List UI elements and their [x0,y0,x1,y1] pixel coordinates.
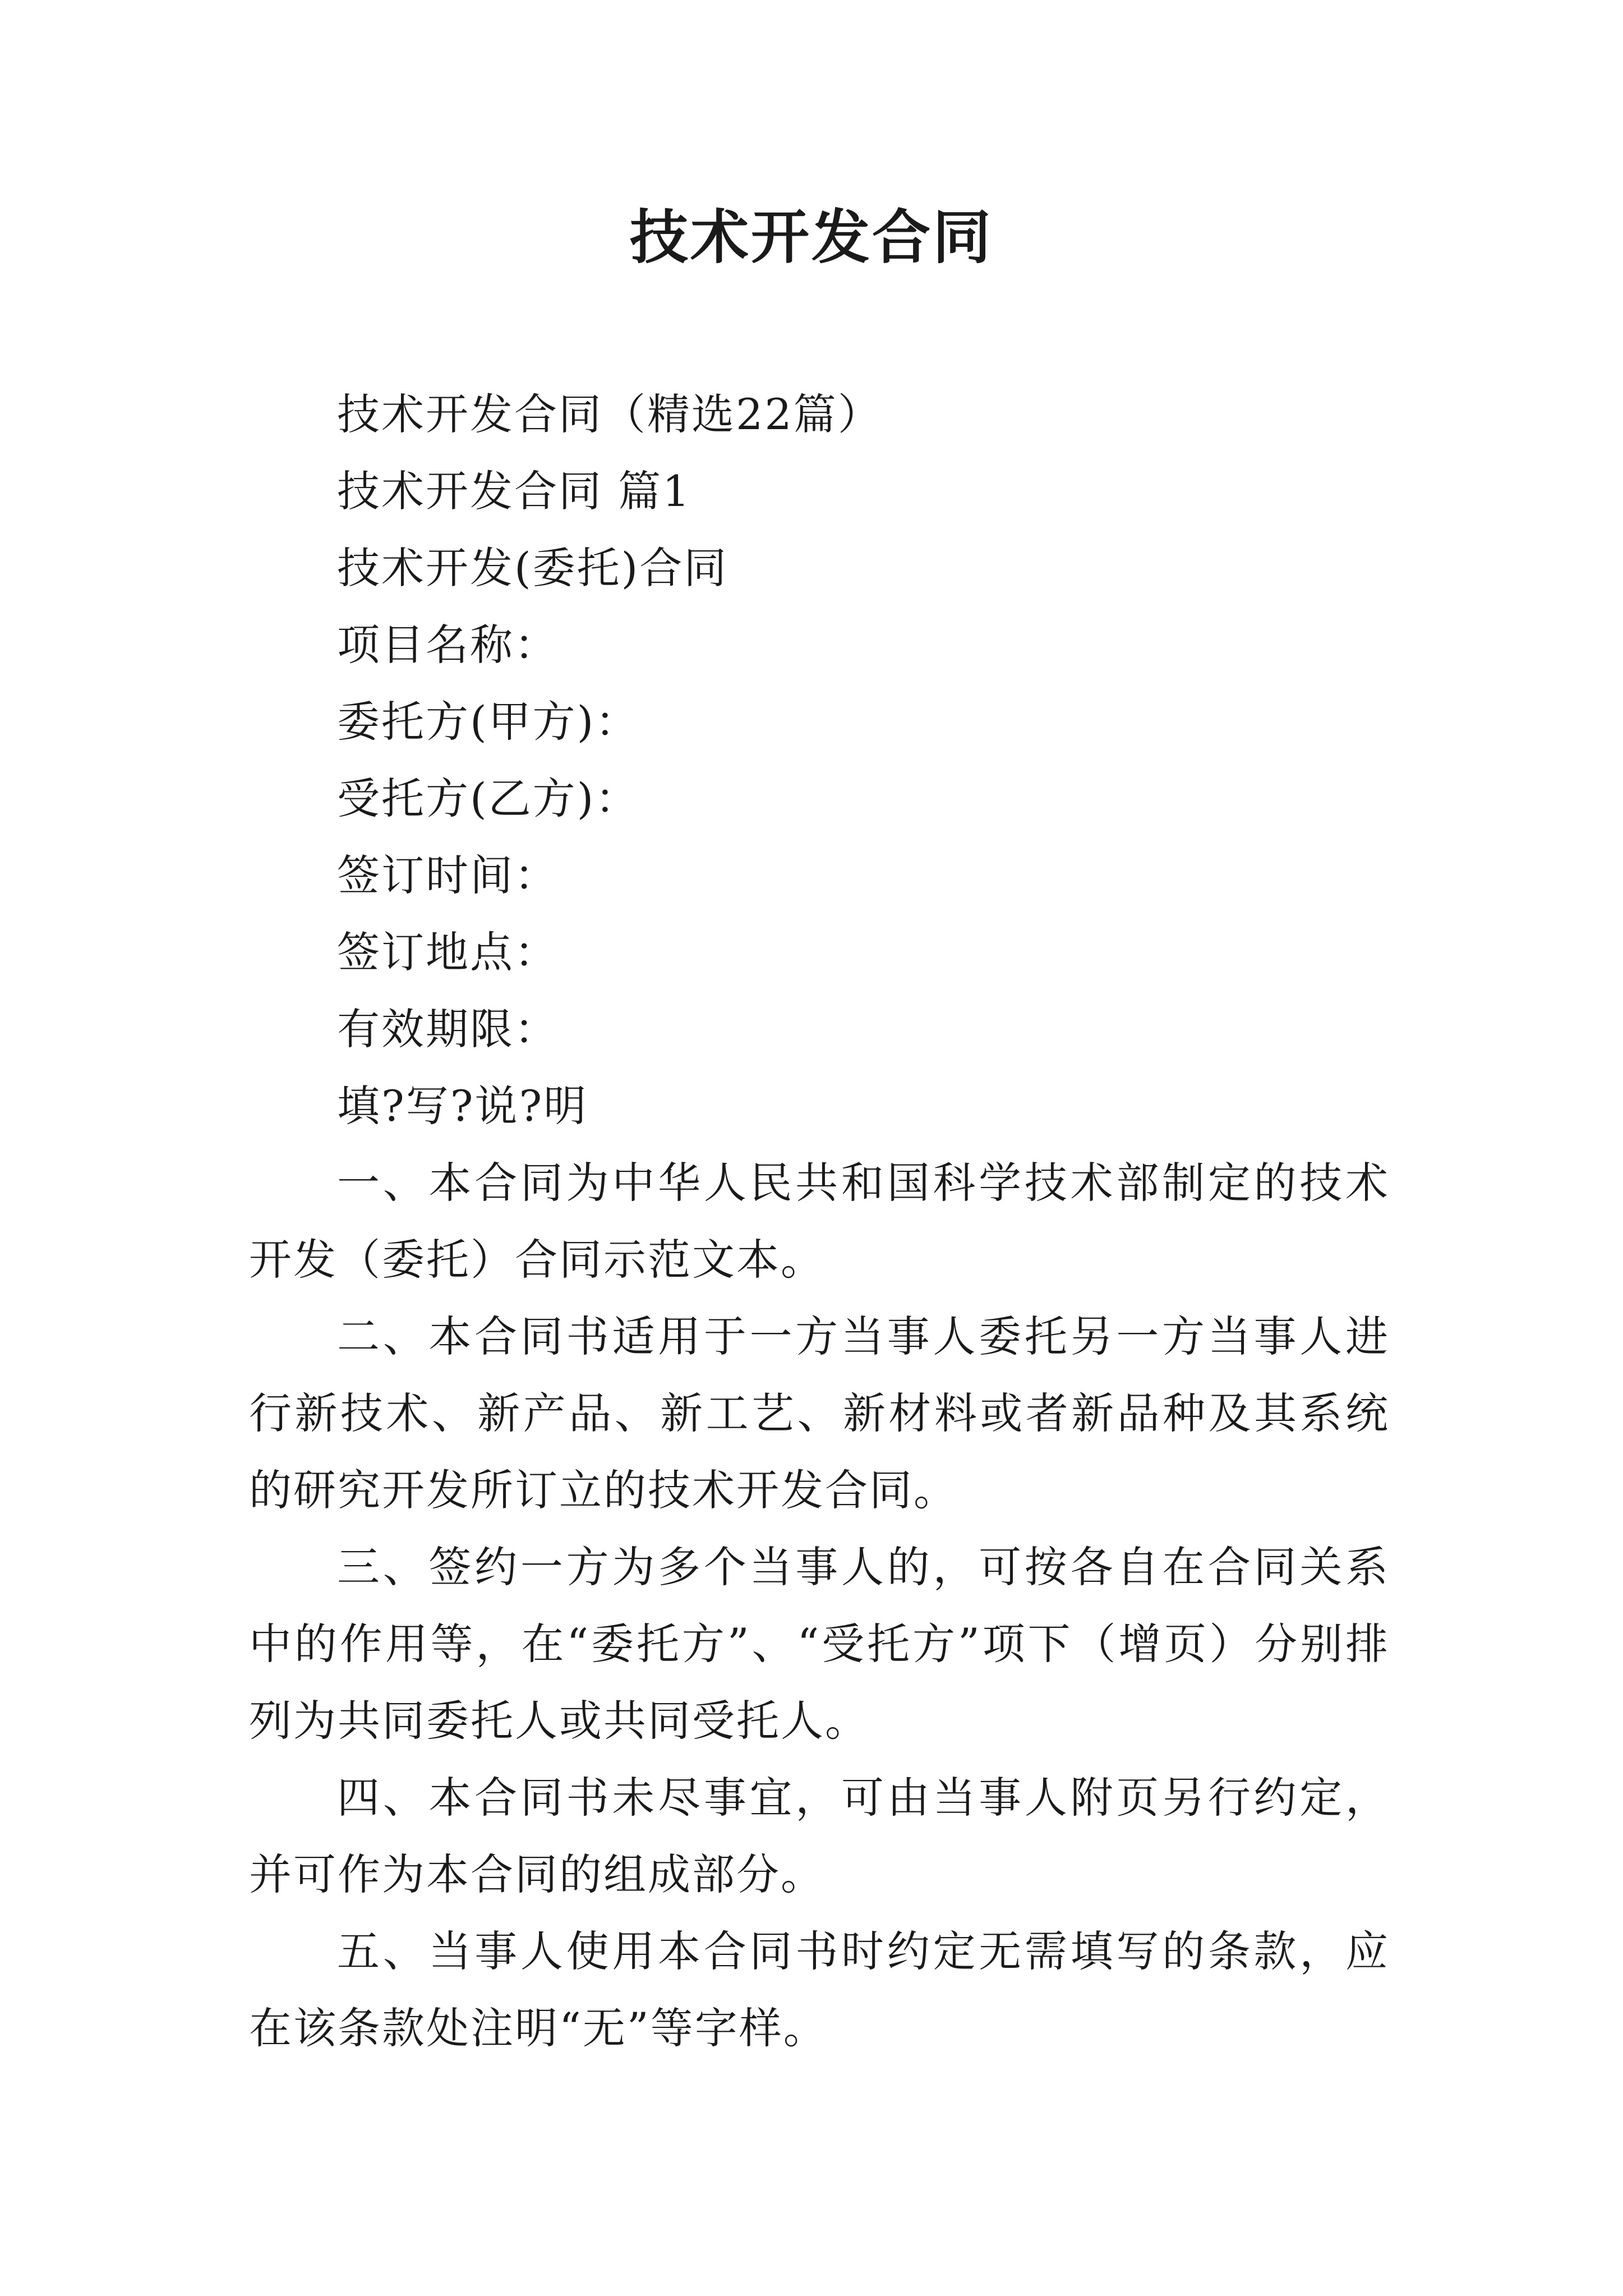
instruction-paragraph-4: 四、本合同书未尽事宜，可由当事人附页另行约定，并可作为本合同的组成部分。 [249,1773,1390,1899]
section-heading: 技术开发合同 篇1 [337,466,691,516]
client-party-field: 委托方(甲方)： [337,697,640,747]
validity-period-field: 有效期限： [337,1004,559,1054]
project-name-field: 项目名称： [337,620,559,670]
contractor-party-field: 受托方(乙方)： [337,774,640,823]
instruction-paragraph-1: 一、本合同为中华人民共和国科学技术部制定的技术开发（委托）合同示范文本。 [249,1158,1390,1285]
instructions-heading: 填?写?说?明 [337,1081,588,1131]
instruction-paragraph-2: 二、本合同书适用于一方当事人委托另一方当事人进行新技术、新产品、新工艺、新材料或者新品种及其系统的研究开发所订立的技术开发合同。 [249,1312,1390,1515]
instruction-paragraph-5: 五、当事人使用本合同书时约定无需填写的条款，应在该条款处注明“无”等字样。 [249,1926,1390,2053]
document-title: 技术开发合同 [629,203,993,272]
signing-date-field: 签订时间： [337,850,559,900]
signing-location-field: 签订地点： [337,927,559,977]
document-body [249,376,1390,2067]
instruction-paragraph-3: 三、签约一方为多个当事人的，可按各自在合同关系中的作用等，在“委托方”、“受托方”项下（增页）分别排列为共同委托人或共同受托人。 [249,1542,1390,1746]
collection-heading: 技术开发合同（精选22篇） [337,389,882,439]
contract-type: 技术开发(委托)合同 [337,543,728,593]
